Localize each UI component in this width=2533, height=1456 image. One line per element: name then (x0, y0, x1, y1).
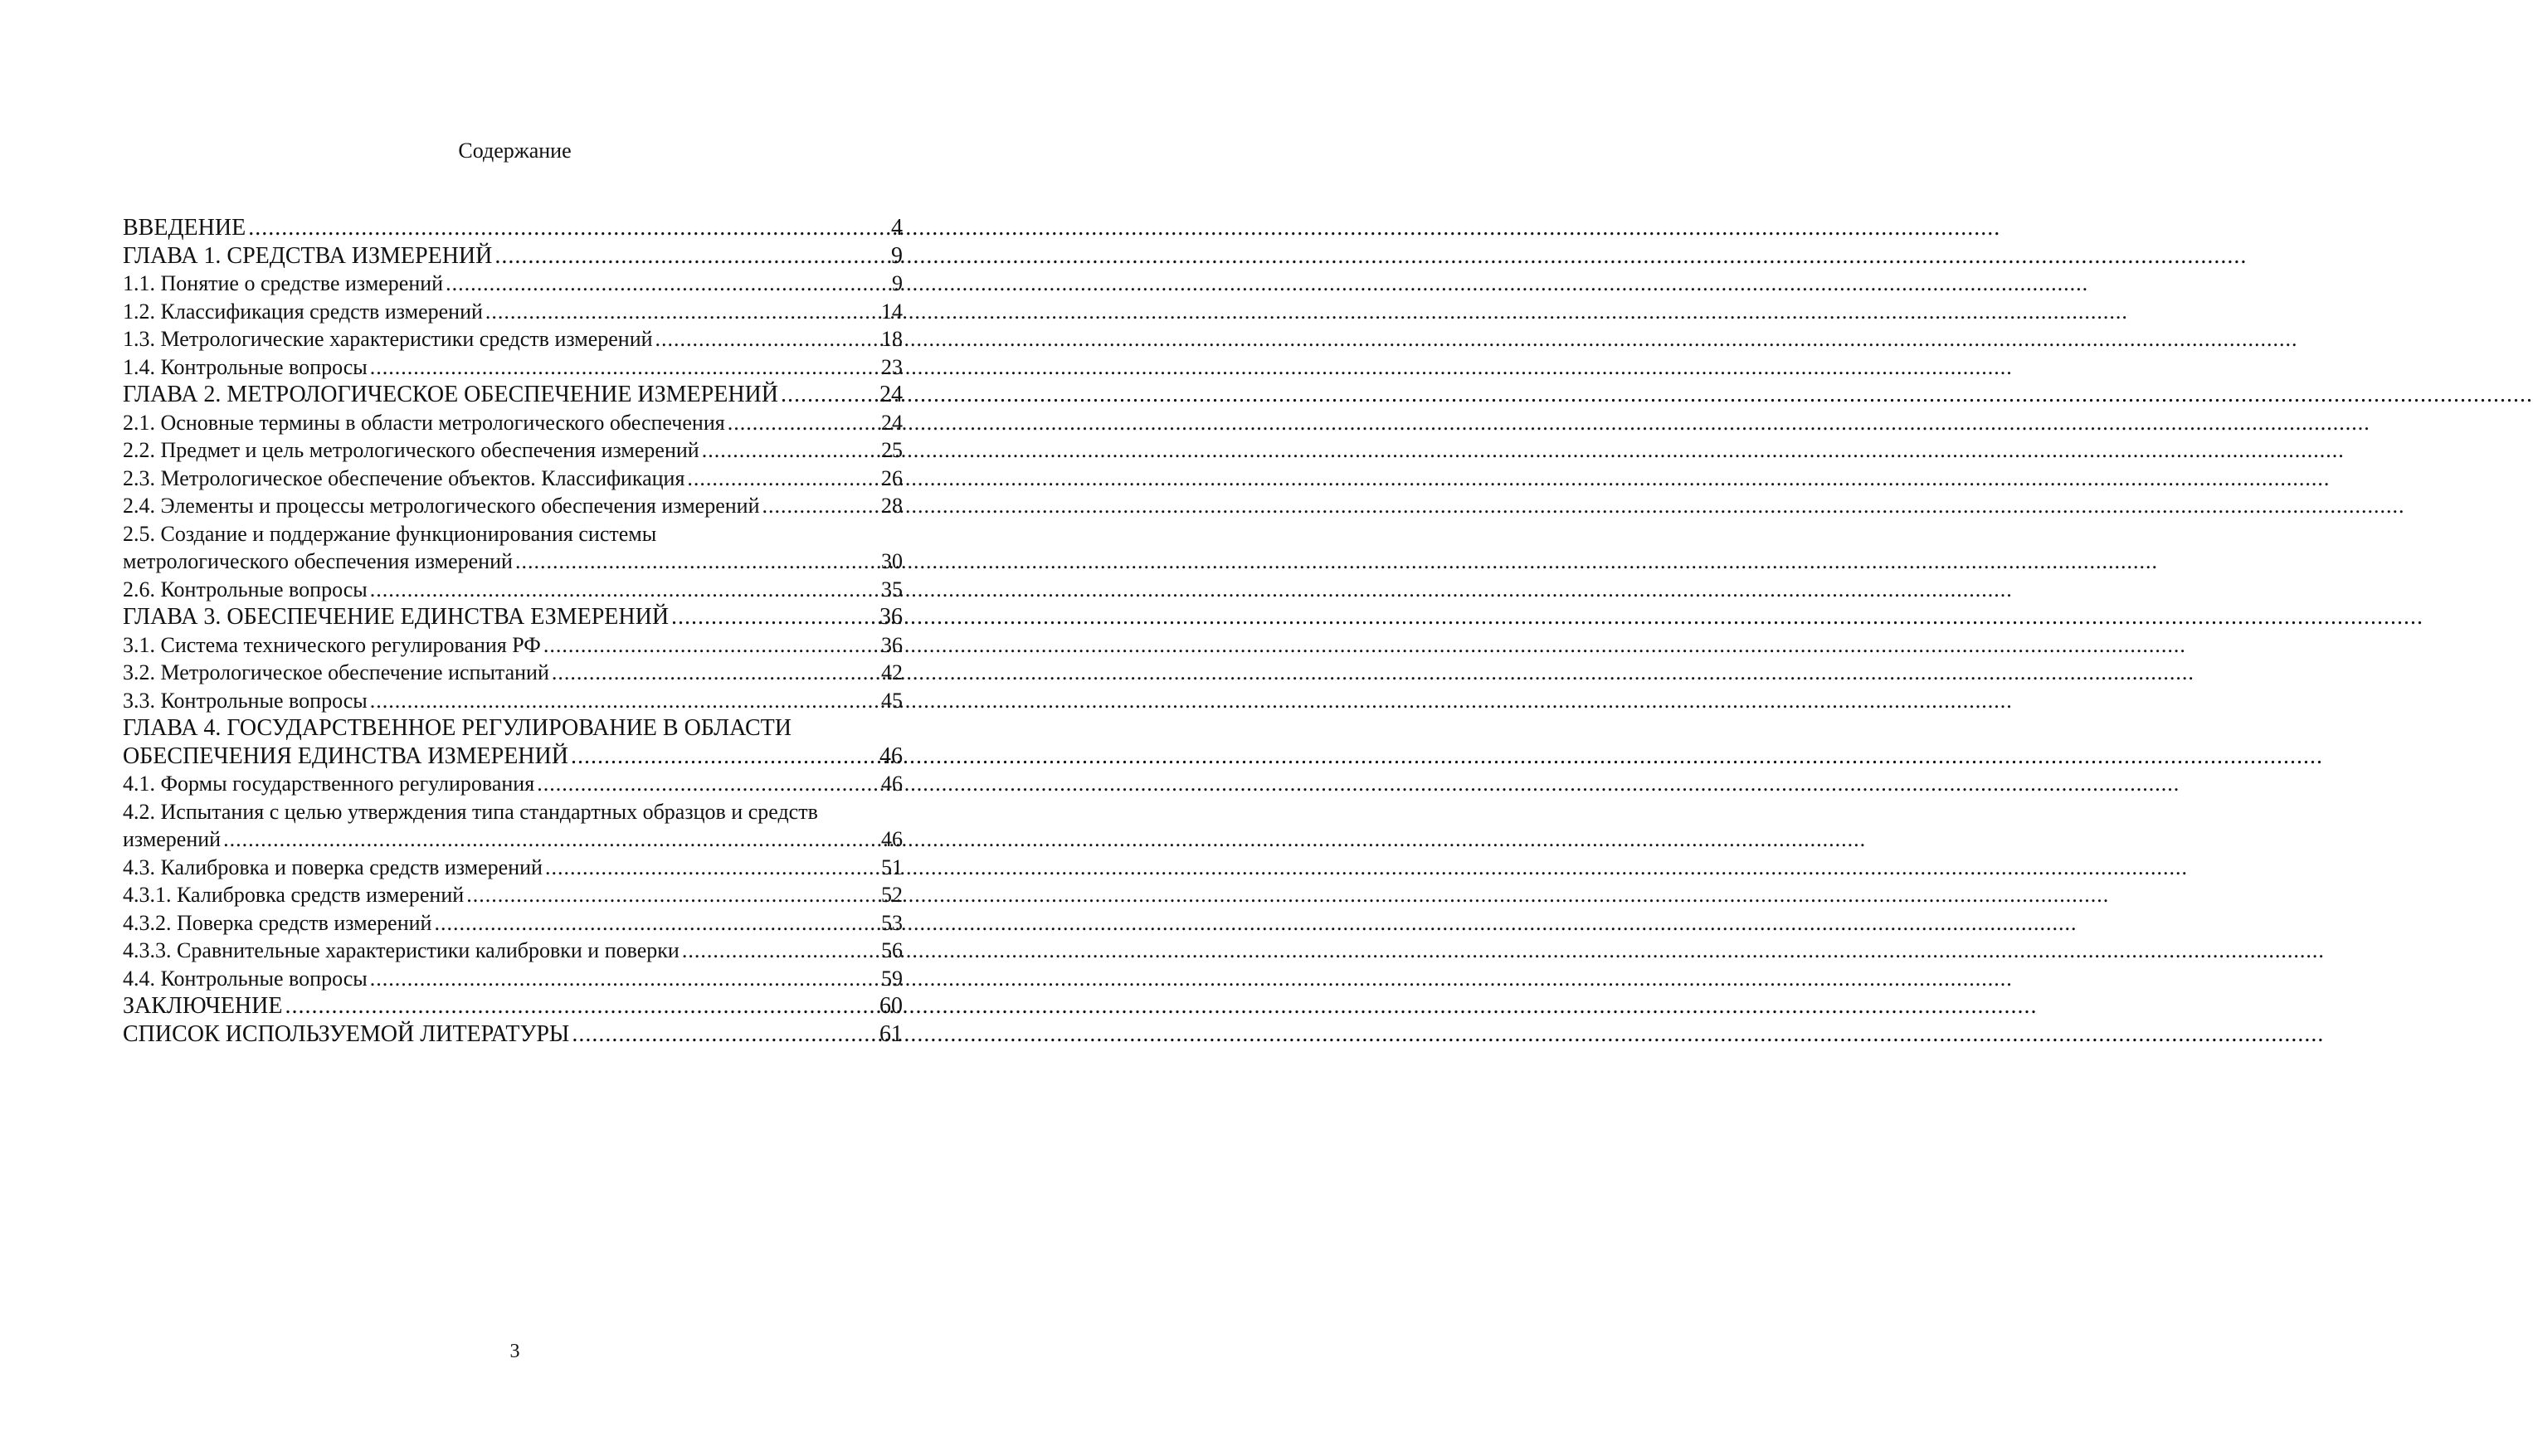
toc-entry-page: 45 (881, 688, 903, 713)
toc-entry-page: 46 (881, 772, 903, 796)
toc-dot-leader (466, 881, 879, 909)
toc-entry-page: 23 (881, 354, 903, 379)
toc-entry-title: 1.3. Метрологические характеристики средств измерений (123, 327, 653, 351)
toc-entry-title: 4.3.2. Поверка средств измерений (123, 910, 432, 935)
toc-entry-page: 59 (881, 966, 903, 991)
toc-dot-leader (545, 854, 879, 882)
toc-entry-page: 28 (881, 494, 903, 518)
toc-entry-title: 2.4. Элементы и процессы метрологического обеспечения измерений (123, 494, 760, 518)
toc-entry-title: 2.6. Контрольные вопросы (123, 577, 368, 601)
toc-entry-title: 4.3.1. Калибровка средств измерений (123, 883, 465, 907)
toc-entry (123, 1020, 903, 1049)
toc-entry-title: 1.1. Понятие о средстве измерений (123, 271, 444, 295)
toc-entry-title: ГЛАВА 4. ГОСУДАРСТВЕННОЕ РЕГУЛИРОВАНИЕ В ОБЛАСТИ (123, 715, 792, 741)
toc-entry-title: ЗАКЛЮЧЕНИЕ (123, 993, 283, 1019)
toc-entry (123, 298, 903, 326)
toc-dot-leader (370, 965, 879, 993)
toc-dot-leader (515, 548, 879, 576)
toc-entry (123, 603, 903, 631)
toc-entry (123, 659, 903, 687)
toc-entry-title-continuation: метрологического обеспечения измерений (123, 549, 513, 573)
toc-entry-page: 18 (881, 327, 903, 351)
toc-entry-page: 56 (881, 938, 903, 962)
page-title: Содержание (458, 139, 572, 163)
toc-entry (123, 770, 903, 798)
toc-entry-title: 2.5. Создание и поддержание функционирования системы (123, 521, 657, 546)
toc-entry (123, 965, 903, 993)
toc-dot-leader (223, 825, 879, 854)
toc-entry-title: 4.2. Испытания с целью утверждения типа стандартных образцов и средств (123, 799, 818, 824)
toc-entry-page: 9 (891, 242, 903, 269)
page-number: 3 (509, 1341, 520, 1362)
toc-entry-title: 2.2. Предмет и цель метрологического обеспечения измерений (123, 438, 699, 462)
toc-entry-page: 35 (881, 577, 903, 601)
toc-entry (123, 714, 903, 743)
toc-entry-title-continuation: ОБЕСПЕЧЕНИЯ ЕДИНСТВА ИЗМЕРЕНИЙ (123, 743, 568, 769)
toc-entry (123, 214, 903, 242)
toc-dot-leader (552, 659, 879, 687)
toc-entry (123, 909, 903, 937)
toc-entry (123, 409, 903, 437)
toc-dot-leader (485, 298, 879, 326)
toc-entry-title: 2.3. Метрологическое обеспечение объектов. Классификация (123, 465, 685, 490)
toc-dot-leader (370, 576, 879, 604)
toc-entry-title: 1.2. Классификация средств измерений (123, 299, 483, 324)
toc-entry-title: 3.3. Контрольные вопросы (123, 688, 368, 713)
toc-entry-continuation (123, 548, 903, 576)
toc-entry-page: 61 (879, 1020, 903, 1047)
toc-dot-leader (572, 1020, 877, 1049)
toc-entry (123, 436, 903, 465)
toc-entry-page: 14 (881, 299, 903, 324)
toc-entry (123, 798, 903, 826)
toc-entry-page: 36 (881, 632, 903, 657)
toc-dot-leader (285, 992, 877, 1020)
toc-dot-leader (728, 409, 879, 437)
toc-dot-leader (671, 603, 877, 631)
toc-dot-leader (543, 631, 879, 660)
toc-entry-page: 9 (892, 271, 903, 295)
toc-entry (123, 465, 903, 493)
toc-entry-title: 3.1. Система технического регулирования РФ (123, 632, 541, 657)
toc-entry (123, 492, 903, 520)
toc-entry (123, 937, 903, 965)
toc-entry-continuation (123, 825, 903, 854)
toc-dot-leader (494, 242, 889, 270)
toc-entry (123, 992, 903, 1020)
toc-entry-title: ВВЕДЕНИЕ (123, 215, 246, 241)
toc-dot-leader (655, 325, 879, 353)
toc-entry (123, 576, 903, 604)
toc-entry-page: 26 (881, 465, 903, 490)
toc-dot-leader (434, 909, 879, 937)
toc-entry-title: 4.1. Формы государственного регулирования (123, 772, 535, 796)
toc-entry-page: 53 (881, 910, 903, 935)
toc-entry-page: 36 (879, 604, 903, 630)
toc-entry (123, 631, 903, 660)
toc-entry-page: 42 (881, 660, 903, 684)
toc-entry-title: 4.3.3. Сравнительные характеристики калибровки и поверки (123, 938, 680, 962)
toc-dot-leader (702, 436, 879, 465)
toc-dot-leader (682, 937, 879, 965)
toc-dot-leader (370, 687, 879, 715)
toc-entry-page: 30 (881, 549, 903, 573)
toc-entry-page: 24 (879, 382, 903, 407)
toc-dot-leader (248, 214, 889, 242)
toc-entry-page: 24 (881, 410, 903, 435)
toc-dot-leader (446, 270, 889, 298)
toc-dot-leader (537, 770, 879, 798)
toc-entry-title: 1.4. Контрольные вопросы (123, 354, 368, 379)
toc-entry-title: 4.4. Контрольные вопросы (123, 966, 368, 991)
toc-entry (123, 270, 903, 298)
toc-entry-title: ГЛАВА 1. СРЕДСТВА ИЗМЕРЕНИЙ (123, 242, 493, 269)
toc-entry-title: ГЛАВА 2. МЕТРОЛОГИЧЕСКОЕ ОБЕСПЕЧЕНИЕ ИЗМЕРЕНИЙ (123, 382, 779, 407)
toc-dot-leader (370, 353, 879, 382)
toc-entry-title: СПИСОК ИСПОЛЬЗУЕМОЙ ЛИТЕРАТУРЫ (123, 1020, 570, 1047)
toc-entry (123, 520, 903, 548)
toc-dot-leader (571, 743, 877, 771)
toc-dot-leader (781, 381, 877, 409)
toc-entry (123, 242, 903, 270)
toc-entry-continuation (123, 743, 903, 771)
toc-entry-page: 60 (879, 993, 903, 1019)
toc-entry-title: ГЛАВА 3. ОБЕСПЕЧЕНИЕ ЕДИНСТВА ЕЗМЕРЕНИЙ (123, 604, 670, 630)
toc-entry-title-continuation: измерений (123, 827, 222, 851)
toc-entry (123, 353, 903, 382)
table-of-contents (123, 214, 903, 1048)
toc-entry-title: 4.3. Калибровка и поверка средств измерений (123, 855, 543, 879)
toc-entry (123, 325, 903, 353)
toc-entry-page: 46 (881, 827, 903, 851)
toc-entry-page: 4 (891, 215, 903, 241)
toc-entry-page: 52 (881, 883, 903, 907)
toc-entry (123, 881, 903, 909)
toc-entry-title: 3.2. Метрологическое обеспечение испытаний (123, 660, 549, 684)
toc-entry-page: 46 (879, 743, 903, 769)
toc-entry-page: 25 (881, 438, 903, 462)
toc-entry (123, 381, 903, 409)
toc-entry (123, 854, 903, 882)
toc-entry-page: 51 (881, 855, 903, 879)
toc-entry (123, 687, 903, 715)
toc-entry-title: 2.1. Основные термины в области метрологического обеспечения (123, 410, 725, 435)
toc-dot-leader (687, 465, 879, 493)
toc-dot-leader (762, 492, 879, 520)
